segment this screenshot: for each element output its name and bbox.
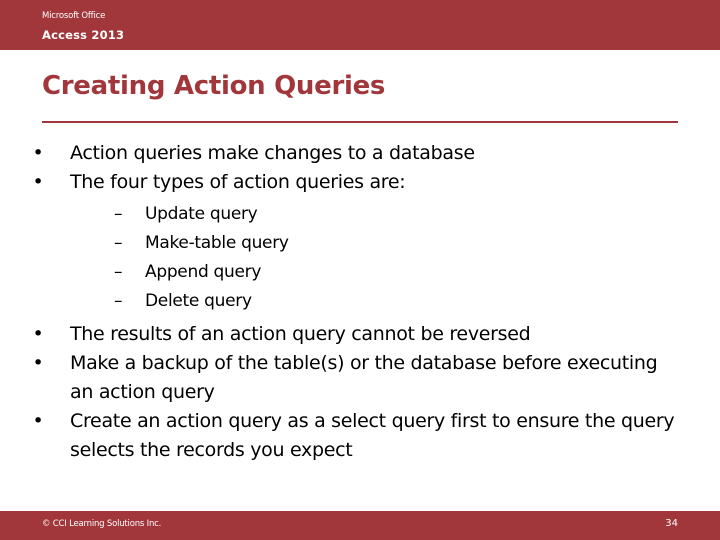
copyright-notice: © CCI Learning Solutions Inc.	[42, 519, 162, 529]
bullet-marker: •	[32, 410, 44, 432]
sub-bullet-text: Update query	[145, 204, 258, 224]
sub-bullet-list	[70, 200, 678, 316]
page-number: 34	[665, 518, 678, 529]
sub-bullet-item	[70, 200, 678, 229]
bullet-item	[28, 349, 678, 407]
bullet-text: Create an action query as a select query first to ensure the query selects the records you expect	[70, 410, 675, 461]
sub-bullet-item	[70, 229, 678, 258]
bullet-item	[28, 139, 678, 168]
bullet-marker: •	[32, 171, 44, 193]
bullet-list	[28, 139, 678, 465]
sub-bullet-text: Append query	[145, 262, 262, 282]
bullet-text: The results of an action query cannot be reversed	[70, 323, 531, 345]
sub-bullet-text: Make-table query	[145, 233, 289, 253]
bullet-marker: •	[32, 323, 44, 345]
sub-bullet-item	[70, 287, 678, 316]
sub-bullet-item	[70, 258, 678, 287]
bullet-marker: •	[32, 142, 44, 164]
bullet-item	[28, 320, 678, 349]
bullet-item	[28, 168, 678, 316]
slide-title: Creating Action Queries	[42, 71, 386, 101]
dash-marker: –	[114, 262, 123, 282]
sub-bullet-text: Delete query	[145, 291, 252, 311]
brand-product-name: Access 2013	[42, 28, 125, 42]
brand-product-family: Microsoft Office	[42, 11, 106, 21]
title-divider	[42, 121, 678, 123]
footer-bar	[0, 511, 720, 540]
bullet-text: Action queries make changes to a database	[70, 142, 475, 164]
slide-content	[28, 139, 678, 465]
bullet-item	[28, 407, 678, 465]
dash-marker: –	[114, 233, 123, 253]
bullet-marker: •	[32, 352, 44, 374]
bullet-text: Make a backup of the table(s) or the database before executing an action query	[70, 352, 658, 403]
header-bar	[0, 0, 720, 50]
dash-marker: –	[114, 204, 123, 224]
bullet-text: The four types of action queries are:	[70, 171, 406, 193]
dash-marker: –	[114, 291, 123, 311]
